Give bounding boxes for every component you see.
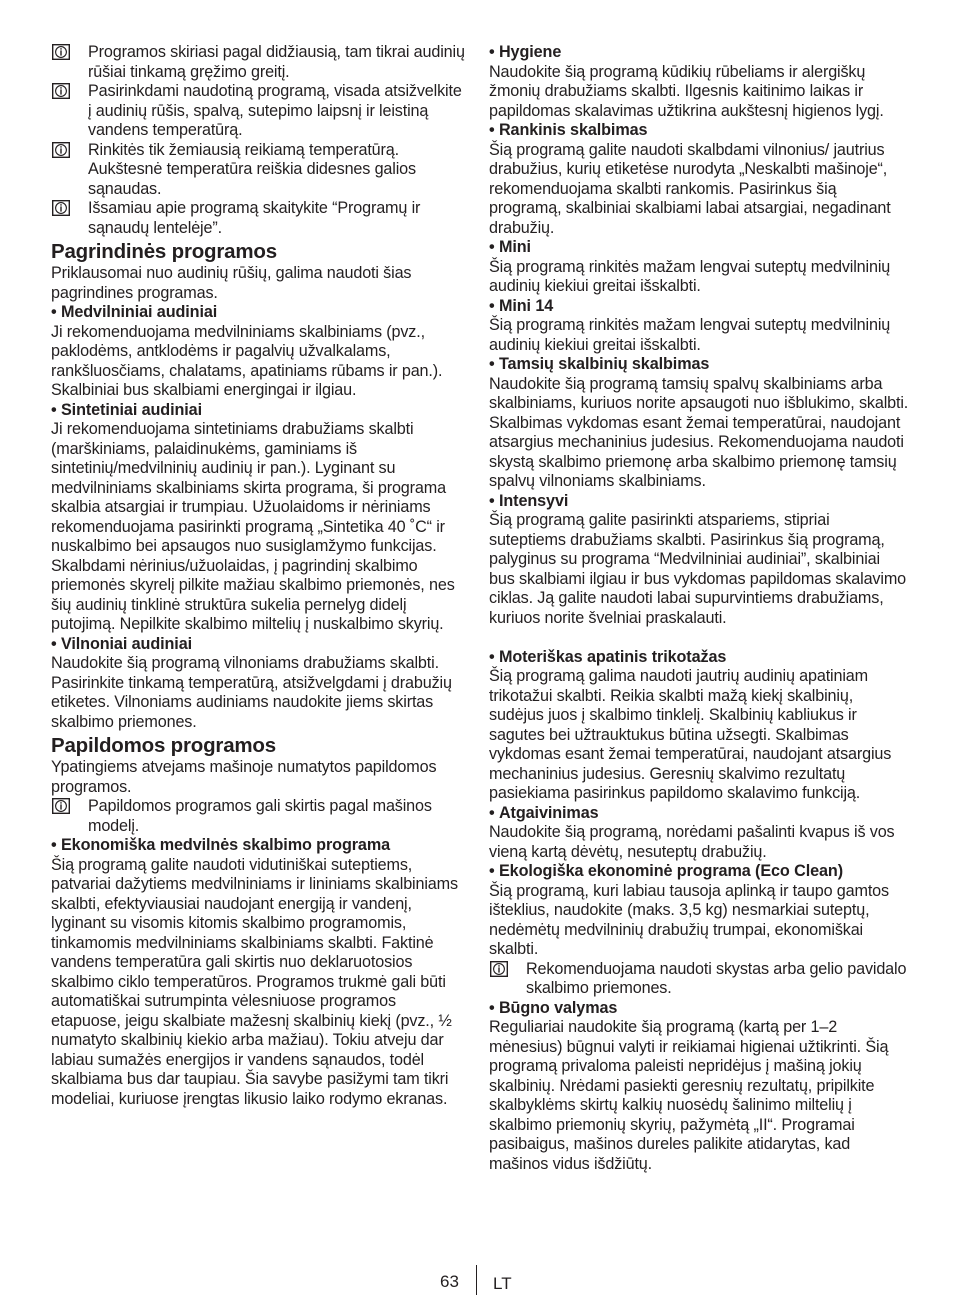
info-icon [52,83,70,99]
program-text-eco-cotton: Šią programą galite naudoti vidutiniškai suteptiems, patvariai dažytiems medvilniniams ir lininiams skalbiniams skalbti, efektyviausiai naudojant energiją ir vandenį, lyginant su visomis kitomis skalbimo programomis, tinkamomis medvilniniams skalbiniams skalbti. Faktinė vandens temperatūra gali skirtis nuo deklaruotosios skalbimo ciklo temperatūros. Programos trukmė gali būti automatiškai sutrumpinta vėlesniuose programos etapuose, jeigu skalbiate mažesnį skalbinių kiekį (pvz., ½ numatyto skalbinių kiekio arba mažiau). Tokiu atveju dar labiau sumažės energijos ir vandens sąnaudos, todėl skalbiama bus dar taupiau. Šia savybe pasižymi tam tikri modeliai, kuriuose įrengtas likusio laiko rodymo ekranas. [51,855,458,1108]
program-text-drum-clean: Reguliariai naudokite šią programą (kartą per 1–2 mėnesius) būgnui valyti ir reikiamai higienai užtikrinti. Šią programą privaloma paleisti nepridėjus į mašiną jokių skalbinių. Nrėdami pasiekti geresnių rezultatų, pripilkite skalbyklėms skirtų kalkių nuosėdų šalinimo miltelių į skalbimo priemonių skyrių, pažymėtą „II“. Programai pasibaigus, mašinos dureles palikite atidarytas, kad mašinos vidus išdžiūtų. [489,1018,889,1173]
program-title-wool: • Vilnoniai audiniai [51,635,469,655]
info-icon [52,142,70,158]
program-text-intensive: Šią programą galite pasirinkti atspariems, stipriai suteptiems drabužiams skalbti. Pasirinkus šią programą, palyginus su programa “Medvilniniai audiniai”, skalbiniai bus skalbiami ilgiau ir bus vykdomas papildomas skalavimo ciklas. Ją galite naudoti labai supurvintiems drabužiams, kuriuos norite švelniai praskalauti. [489,511,907,627]
language-code: LT [493,1274,512,1293]
info-note [51,82,469,141]
program-text-mini-14: Šią programą rinkitės mažam lengvai suteptų medvilninių audinių kiekiui greitai išskalbti. [489,316,891,354]
program-title-synthetic: • Sintetiniai audiniai [51,401,469,421]
program-title-intensive: • Intensyvi [489,492,909,512]
page-footer [0,1271,954,1297]
section-intro: Priklausomai nuo audinių rūšių, galima naudoti šias pagrindines programas. [51,264,412,302]
page-number: 63 [440,1272,459,1291]
info-note [51,141,469,200]
program-title-hand-wash: • Rankinis skalbimas [489,121,909,141]
program-title-cotton: • Medvilniniai audiniai [51,303,469,323]
program-text-hygiene: Naudokite šią programą kūdikių rūbeliams ir alergiškų žmonių drabužiams skalbti. Ilgesnis kaitinimo laikas ir papildomas skalavimas užtikrina aukštesnį higienos lygį. [489,62,884,120]
right-column [489,43,909,1174]
program-title-eco-clean: • Ekologiška ekonominė programa (Eco Clean) [489,862,909,882]
note-text: Rinkitės tik žemiausią reikiamą temperatūrą. Aukštesnė temperatūra reiškia didesnes galios sąnaudas. [88,140,416,198]
info-note [51,797,469,836]
note-text: Išsamiau apie programą skaitykite “Programų ir sąnaudų lentelėje”. [88,199,421,237]
info-icon [490,961,508,977]
program-title-drum-clean: • Būgno valymas [489,999,909,1019]
program-title-mini: • Mini [489,238,909,258]
section-heading-main-programs: Pagrindinės programos [51,240,277,263]
info-note [51,199,469,238]
program-text-dark-wash: Naudokite šią programą tamsių spalvų skalbiniams arba skalbiniams, kuriuos norite apsaugoti nuo išblukimo, skalbti. Skalbimas vykdomas esant žemai temperatūrai, naudojant atsargius mechaninius judesius. Rekomenduojama naudoti skystą skalbimo priemonę arba skalbimo priemonę tamsių spalvų vilnoniams skalbiniams. [489,374,909,490]
program-text-cotton: Ji rekomenduojama medvilniniams skalbiniams (pvz., paklodėms, antklodėms ir pagalvių užvalkalams, rankšluosčiams, chalatams, apatiniams rūbams ir pan.). Skalbiniai bus skalbiami energingai ir ilgiau. [51,322,443,399]
section-intro: Ypatingiems atvejams mašinoje numatytos papildomos programos. [51,758,437,796]
note-text: Pasirinkdami naudotiną programą, visada atsižvelkite į audinių rūšis, spalvą, sutepimo laipsnį ir leistiną vandens temperatūrą. [88,82,462,139]
program-title-refresh: • Atgaivinimas [489,804,909,824]
info-icon [52,44,70,60]
program-title-hygiene: • Hygiene [489,43,909,63]
info-icon [52,798,70,814]
spacer [489,628,909,648]
info-note [489,960,909,999]
program-text-hand-wash: Šią programą galite naudoti skalbdami vilnonius/ jautrius drabužius, kurių etiketėse nurodyta „Neskalbti mašinoje“, rekomenduojama skalbti rankomis. Pasirinkus šią programą, skalbiniai skalbiami labai atsargiai, negadinant drabužių. [489,140,891,237]
program-text-wool: Naudokite šią programą vilnoniams drabužiams skalbti. Pasirinkite tinkamą temperatūrą, atsižvelgdami į drabužių etiketes. Vilnoniams audiniams naudokite jiems skirtas skalbimo priemones. [51,654,452,731]
info-icon [52,200,70,216]
program-title-mini-14: • Mini 14 [489,297,909,317]
program-title-dark-wash: • Tamsių skalbinių skalbimas [489,355,909,375]
program-title-lingerie: • Moteriškas apatinis trikotažas [489,648,909,668]
program-text-lingerie: Šią programą galima naudoti jautrių audinių apatiniam trikotažui skalbti. Reikia skalbti mažą kiekį skalbinių, sudėjus juos į skalbimo tinklelį. Skalbinių kabliukus ir sagutes bei užtrauktukus būtina užsegti. Skalbimas vykdomas esant žemai temperatūrai, naudojant atsargius mechaninius judesius. Geresnių skalvimo rezultatų pasiekiama pasirinkus papildomo skalavimo funkciją. [489,667,892,802]
info-note [51,43,469,82]
section-heading-extra-programs: Papildomos programos [51,734,276,757]
program-text-synthetic: Ji rekomenduojama sintetiniams drabužiams skalbti (marškiniams, palaidinukėms, gaminiams iš sintetinių/medvilninių audinių ir pan.). Lyginant su medvilniniams skalbiniams skirta programa, ši programa skalbia atsargiai ir trumpiau. Užuolaidoms ir nėriniams rekomenduojama pasirinkti programą „Sintetika 40 ˚C“ ir nuskalbimo bei apsaugos nuo susiglamžymo funkcijas. Skalbdami nėrinius/užuolaidas, į pagrindinį skalbimo priemonės skyrelį pilkite mažiau skalbimo priemonės, nes šių audinių tinklinė struktūra sukelia pernelyg didelį putojimą. Nepilkite skalbimo miltelių į nuskalbimo skyrių. [51,420,455,633]
footer-divider [476,1265,477,1295]
program-text-refresh: Naudokite šią programą, norėdami pašalinti kvapus iš vos vieną kartą dėvėtų, nesuteptų drabužių. [489,823,895,861]
note-text: Papildomos programos gali skirtis pagal mašinos modelį. [88,797,432,835]
note-text: Rekomenduojama naudoti skystas arba gelio pavidalo skalbimo priemones. [526,959,907,997]
program-text-mini: Šią programą rinkitės mažam lengvai suteptų medvilninių audinių kiekiui greitai išskalbti. [489,257,891,295]
program-title-eco-cotton: • Ekonomiška medvilnės skalbimo programa [51,836,469,856]
note-text: Programos skiriasi pagal didžiausią, tam tikrai audinių rūšiai tinkamą gręžimo greitį. [88,43,465,81]
left-column [51,43,469,1109]
program-text-eco-clean: Šią programą, kuri labiau tausoja aplinką ir taupo gamtos išteklius, naudokite (maks. 3,5 kg) nesmarkiai suteptų, nedėmėtų medvilninių drabužių trumpai, ekonomiškai skalbti. [489,881,889,958]
